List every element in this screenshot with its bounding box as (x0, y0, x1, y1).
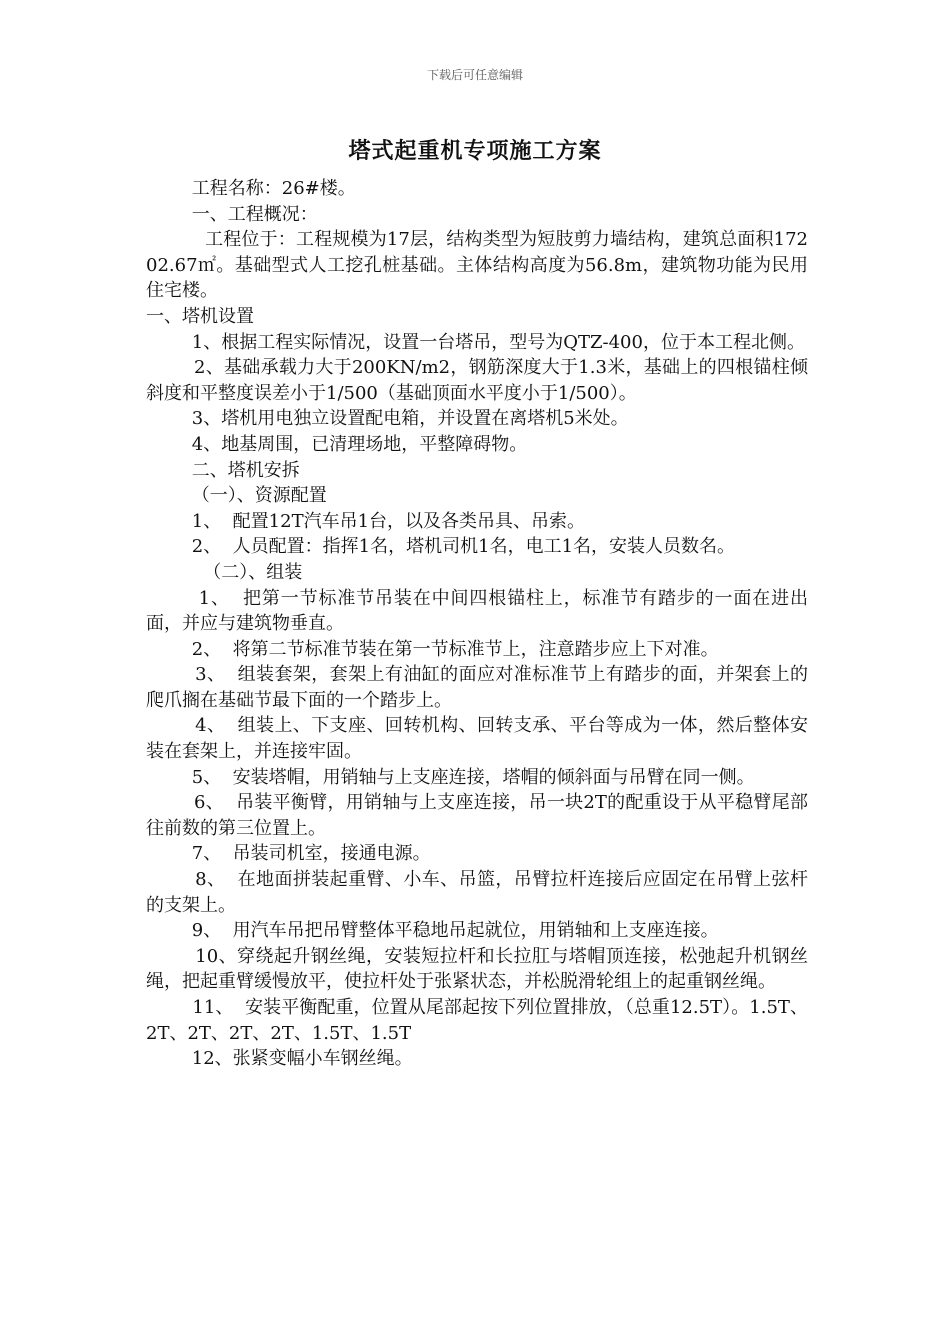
section-heading: 一、工程概况： (146, 203, 318, 225)
list-item: 1、 配置12T汽车吊1台，以及各类吊具、吊索。 (146, 510, 586, 532)
subsection-heading: （二）、组装 (146, 561, 303, 583)
list-item: 11、 安装平衡配重，位置从尾部起按下列位置排放，（总重12.5T）。1.5T、2T、2T、2T、2T、1.5T、1.5T (146, 997, 808, 1044)
document-title: 塔式起重机专项施工方案 (348, 138, 602, 164)
list-item: 2、基础承载力大于200KN/m2，钢筋深度大于1.3米，基础上的四根锚柱倾斜度和平整度误差小于1/500（基础顶面水平度小于1/500）。 (146, 357, 808, 404)
list-item: 4、地基周围，已清理场地，平整障碍物。 (146, 433, 528, 455)
list-item: 2、 将第二节标准节装在第一节标准节上，注意踏步应上下对准。 (146, 638, 719, 660)
list-item: 9、 用汽车吊把吊臂整体平稳地吊起就位，用销轴和上支座连接。 (146, 920, 719, 942)
list-item: 5、 安装塔帽，用销轴与上支座连接，塔帽的倾斜面与吊臂在同一侧。 (146, 766, 755, 788)
section-heading: 一、塔机设置 (146, 305, 254, 327)
list-item: 4、 组装上、下支座、回转机构、回转支承、平台等成为一体，然后整体安装在套架上，并连接牢固。 (146, 715, 808, 763)
list-item: 1、根据工程实际情况，设置一台塔吊，型号为QTZ-400，位于本工程北侧。 (146, 331, 805, 353)
list-item: 3、 组装套架，套架上有油缸的面应对准标准节上有踏步的面，并架套上的爬爪搁在基础节最下面的一个踏步上。 (146, 664, 808, 711)
project-overview: 工程位于：工程规模为17层，结构类型为短肢剪力墙结构，建筑总面积17202.67㎡。基础型式人工挖孔桩基础。主体结构高度为56.8m，建筑物功能为民用住宅楼。 (146, 229, 809, 302)
list-item: 8、 在地面拼装起重臂、小车、吊篮，吊臂拉杆连接后应固定在吊臂上弦杆的支架上。 (146, 869, 808, 916)
project-name: 工程名称：26#楼。 (146, 178, 356, 199)
list-item: 1、 把第一节标准节吊装在中间四根锚柱上，标准节有踏步的一面在进出面，并应与建筑物垂直。 (146, 587, 808, 635)
list-item: 7、 吊装司机室，接通电源。 (146, 843, 431, 865)
document-body (146, 176, 808, 1072)
list-item: 3、塔机用电独立设置配电箱，并设置在离塔机5米处。 (146, 408, 629, 430)
list-item: 6、 吊装平衡臂，用销轴与上支座连接，吊一块2T的配重设于从平稳臂尾部往前数的第三位置上。 (146, 792, 808, 839)
subsection-heading: （一）、资源配置 (146, 485, 327, 507)
page-header-note: 下载后可任意编辑 (426, 68, 523, 82)
section-heading: 二、塔机安拆 (146, 459, 300, 481)
list-item: 2、 人员配置：指挥1名，塔机司机1名，电工1名，安装人员数名。 (146, 536, 736, 558)
list-item: 12、张紧变幅小车钢丝绳。 (146, 1048, 413, 1070)
list-item: 10、穿绕起升钢丝绳，安装短拉杆和长拉肛与塔帽顶连接，松弛起升机钢丝绳，把起重臂缓慢放平，使拉杆处于张紧状态，并松脱滑轮组上的起重钢丝绳。 (146, 945, 809, 993)
